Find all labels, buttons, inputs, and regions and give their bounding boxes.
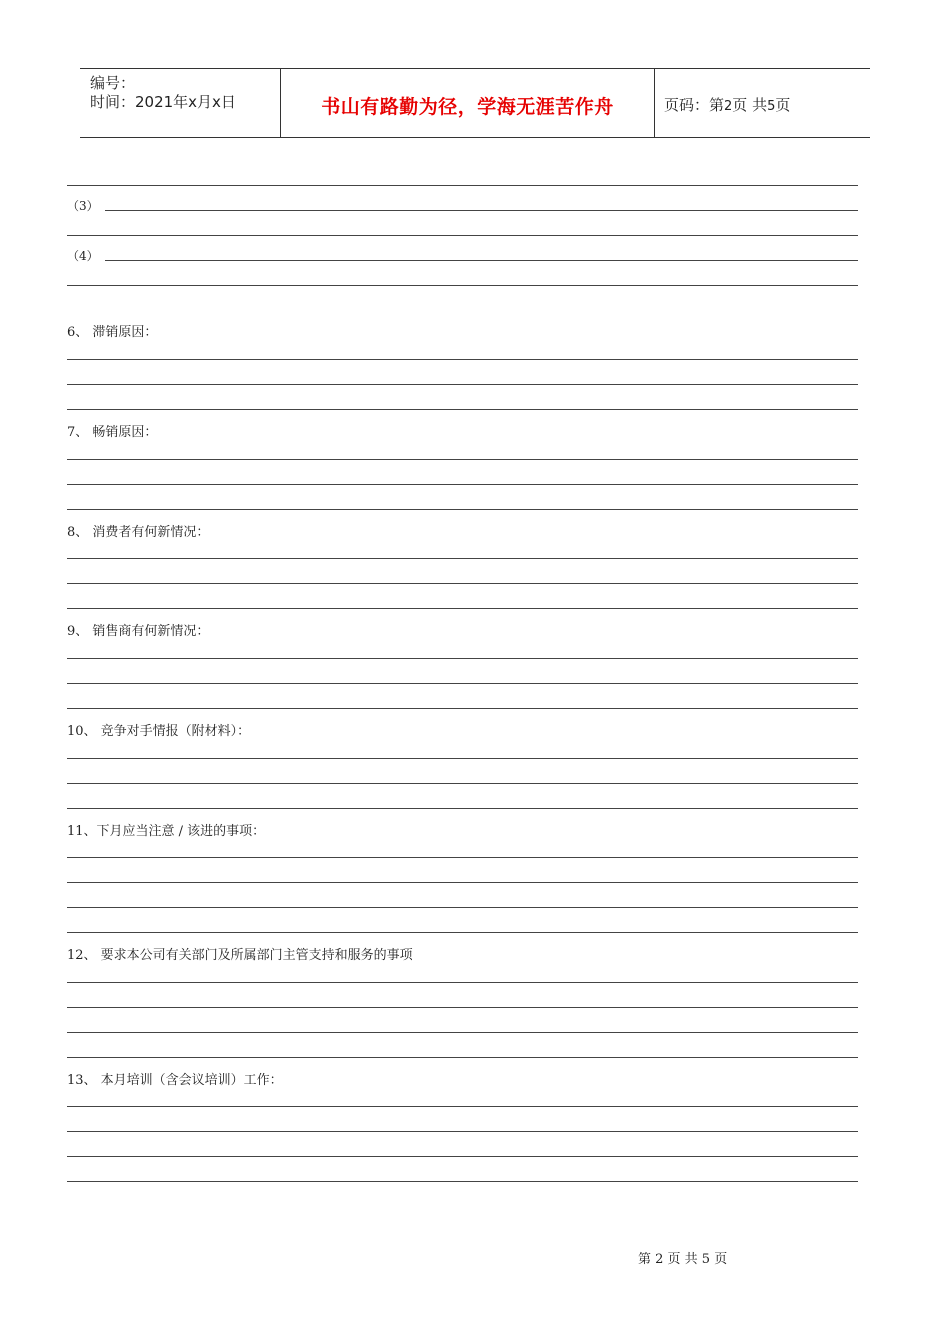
writing-line [67, 882, 858, 883]
header-motto: 书山有路勤为径，学海无涯苦作舟 [321, 96, 614, 118]
writing-line [67, 982, 858, 983]
writing-line [67, 235, 858, 236]
page-current: 2 [724, 99, 733, 114]
writing-line [67, 1106, 858, 1107]
sub-item-label: （4） [67, 249, 99, 263]
header-motto-cell [281, 69, 655, 137]
sub-item-line [105, 260, 858, 261]
writing-line [67, 1057, 858, 1058]
section-label: 10、 竞争对手情报（附材料）： [67, 724, 251, 739]
header-page-cell [655, 69, 870, 137]
section-label: 11、下月应当注意 / 该进的事项： [67, 824, 266, 839]
writing-line [67, 409, 858, 410]
writing-line [67, 658, 858, 659]
writing-line [67, 1007, 858, 1008]
section-label: 12、 要求本公司有关部门及所属部门主管支持和服务的事项 [67, 948, 413, 963]
page-suffix: 页 [775, 96, 791, 114]
writing-line [67, 384, 858, 385]
section-label: 9、 销售商有何新情况： [67, 624, 210, 639]
writing-line [67, 1131, 858, 1132]
writing-line [67, 558, 858, 559]
writing-line [67, 583, 858, 584]
writing-line [67, 285, 858, 286]
document-number-label: 编号： [90, 74, 136, 92]
page-prefix: 页码：第 [664, 96, 725, 114]
document-date-label: 时间：2021年x月x日 [90, 93, 236, 111]
header-meta [80, 69, 281, 137]
writing-line [67, 608, 858, 609]
writing-line [67, 459, 858, 460]
writing-line [67, 857, 858, 858]
writing-line [67, 509, 858, 510]
sub-item-line [105, 210, 858, 211]
footer-page-number: 第 2 页 共 5 页 [638, 1252, 728, 1267]
writing-line [67, 1032, 858, 1033]
writing-line [67, 1181, 858, 1182]
writing-line [67, 484, 858, 485]
writing-line [67, 758, 858, 759]
writing-line [67, 932, 858, 933]
writing-line [67, 359, 858, 360]
writing-line [67, 683, 858, 684]
writing-line [67, 783, 858, 784]
sub-item-label: （3） [67, 199, 99, 213]
section-label: 13、 本月培训（含会议培训）工作： [67, 1073, 283, 1088]
section-label: 8、 消费者有何新情况： [67, 525, 210, 540]
page-mid: 页 共 [732, 96, 768, 114]
writing-line [67, 907, 858, 908]
section-label: 7、 畅销原因： [67, 425, 158, 440]
writing-line [67, 808, 858, 809]
page-header [80, 68, 870, 138]
page-total: 5 [767, 99, 776, 114]
writing-line [67, 708, 858, 709]
writing-line [67, 185, 858, 186]
section-label: 6、 滞销原因： [67, 325, 158, 340]
header-page-indicator [664, 94, 790, 115]
writing-line [67, 1156, 858, 1157]
